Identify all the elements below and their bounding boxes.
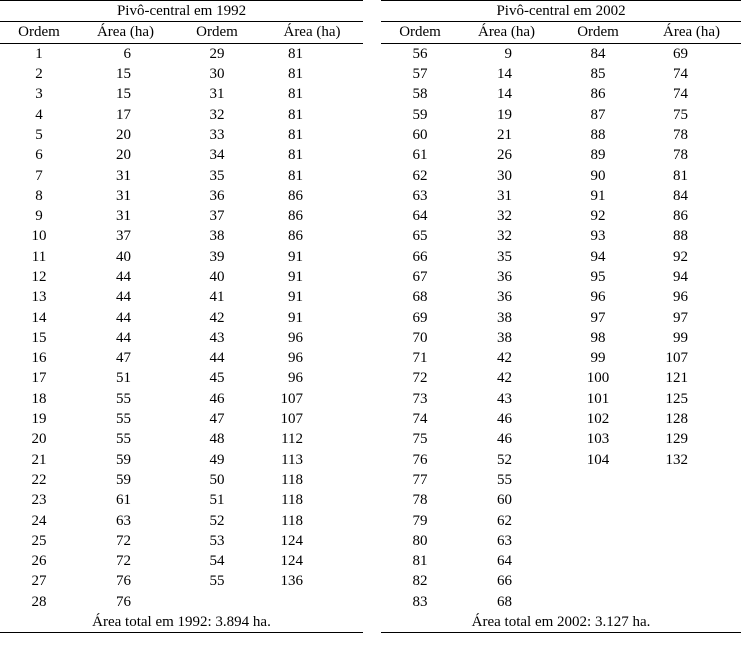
cell-ordem: 42 [209, 309, 225, 326]
cell-ordem: 101 [586, 390, 610, 407]
table-row [0, 125, 741, 145]
group-gap [363, 64, 381, 84]
group-gap [363, 145, 381, 165]
cell-ordem: 40 [209, 269, 225, 285]
table-row [0, 450, 741, 470]
cell-area: 64 [497, 553, 513, 570]
table-row [0, 531, 741, 551]
cell-area: 94 [673, 269, 689, 285]
cell-ordem: 38 [209, 228, 225, 245]
cell-ordem: 25 [31, 532, 47, 549]
cell-ordem [173, 592, 261, 612]
group-title-1992: Pivô-central em 1992 [0, 1, 363, 22]
cell-ordem: 102 [586, 411, 610, 428]
cell-ordem: 47 [209, 411, 225, 428]
cell-ordem: 71 [412, 350, 428, 367]
cell-area: 76 [116, 573, 131, 590]
cell-area: 9 [504, 45, 513, 62]
cell-ordem: 36 [209, 187, 225, 204]
cell-ordem [554, 592, 642, 612]
table-row [0, 409, 741, 429]
cell-area: 112 [281, 431, 304, 448]
cell-ordem: 76 [412, 451, 428, 468]
cell-ordem: 34 [209, 147, 225, 164]
cell-area: 32 [497, 228, 513, 245]
table-row [0, 84, 741, 104]
cell-area: 91 [288, 289, 304, 306]
cell-area: 86 [673, 208, 689, 225]
cell-ordem: 29 [209, 45, 225, 62]
cell-ordem: 27 [31, 573, 47, 590]
cell-area: 62 [497, 512, 513, 529]
cell-ordem: 62 [412, 167, 428, 184]
cell-area: 69 [673, 45, 689, 62]
cell-area: 36 [497, 269, 513, 285]
cell-area: 97 [673, 309, 689, 326]
cell-ordem: 55 [209, 573, 225, 590]
cell-ordem: 12 [31, 269, 47, 285]
cell-area: 36 [497, 289, 513, 306]
cell-area: 51 [116, 370, 131, 387]
cell-area: 44 [116, 309, 131, 326]
group-gap [363, 287, 381, 307]
cell-ordem: 81 [412, 553, 428, 570]
cell-ordem: 82 [412, 573, 428, 590]
cell-ordem: 5 [35, 126, 43, 143]
cell-ordem: 48 [209, 431, 225, 448]
cell-ordem: 83 [412, 593, 428, 610]
cell-area: 26 [497, 147, 513, 164]
group-gap [363, 409, 381, 429]
group-gap [363, 226, 381, 246]
cell-area: 46 [497, 411, 513, 428]
cell-area [261, 592, 363, 612]
cell-ordem: 8 [35, 187, 43, 204]
cell-ordem: 44 [209, 350, 225, 367]
cell-ordem: 35 [209, 167, 225, 184]
cell-area: 44 [116, 269, 131, 285]
group-gap [363, 125, 381, 145]
cell-ordem: 18 [31, 390, 47, 407]
cell-area: 107 [280, 390, 304, 407]
cell-ordem: 3 [35, 86, 43, 103]
cell-ordem: 21 [31, 451, 47, 468]
cell-area: 81 [288, 126, 304, 143]
cell-area: 96 [673, 289, 689, 306]
col-header-area: Área (ha) [642, 22, 741, 43]
cell-area: 78 [673, 147, 689, 164]
cell-ordem: 90 [590, 167, 606, 184]
cell-ordem: 26 [31, 553, 47, 570]
cell-area: 107 [280, 411, 304, 428]
table-row [0, 64, 741, 84]
cell-area: 118 [281, 512, 304, 529]
cell-area: 72 [116, 532, 131, 549]
cell-area: 15 [116, 86, 131, 103]
cell-ordem: 2 [35, 66, 43, 83]
cell-area: 75 [673, 106, 689, 123]
cell-area: 55 [116, 390, 131, 407]
cell-area: 14 [497, 66, 513, 83]
col-header-area: Área (ha) [78, 22, 173, 43]
cell-ordem: 16 [31, 350, 47, 367]
cell-area: 44 [116, 329, 131, 346]
cell-area: 19 [497, 106, 513, 123]
cell-ordem: 74 [412, 411, 428, 428]
cell-area: 81 [288, 86, 304, 103]
cell-area: 44 [116, 289, 131, 306]
cell-ordem: 41 [209, 289, 225, 306]
cell-ordem: 15 [31, 329, 47, 346]
cell-ordem: 9 [35, 208, 43, 225]
cell-area: 81 [288, 147, 304, 164]
cell-area: 92 [673, 248, 689, 265]
table-row [0, 104, 741, 124]
col-header-ordem: Ordem [173, 22, 261, 43]
cell-ordem: 54 [209, 553, 225, 570]
cell-area: 91 [288, 248, 304, 265]
cell-area: 84 [673, 187, 689, 204]
cell-area: 31 [116, 208, 131, 225]
group-gap [363, 104, 381, 124]
cell-ordem: 31 [209, 86, 225, 103]
table-row [0, 43, 741, 64]
cell-ordem: 10 [31, 228, 47, 245]
table-row [0, 247, 741, 267]
cell-area: 40 [116, 248, 131, 265]
cell-ordem: 104 [586, 451, 610, 468]
cell-ordem: 59 [412, 106, 428, 123]
cell-area: 30 [497, 167, 513, 184]
group-gap [363, 84, 381, 104]
group-gap [363, 470, 381, 490]
cell-area [642, 510, 741, 530]
cell-ordem: 19 [31, 411, 47, 428]
cell-ordem: 33 [209, 126, 225, 143]
cell-area: 14 [497, 86, 513, 103]
cell-area: 124 [280, 532, 304, 549]
cell-area: 6 [123, 45, 131, 62]
cell-area: 121 [665, 370, 689, 387]
cell-ordem: 97 [590, 309, 606, 326]
cell-area: 63 [497, 532, 513, 549]
group-gap [363, 267, 381, 287]
cell-area: 15 [116, 66, 131, 83]
group-header-row [0, 1, 741, 22]
cell-ordem: 88 [590, 126, 606, 143]
cell-ordem: 77 [412, 471, 428, 488]
cell-area: 55 [497, 471, 513, 488]
col-header-ordem: Ordem [0, 22, 78, 43]
cell-ordem: 56 [412, 45, 428, 62]
cell-ordem: 6 [35, 147, 43, 164]
cell-area: 35 [497, 248, 513, 265]
cell-area: 38 [497, 329, 513, 346]
cell-area: 76 [116, 593, 131, 610]
table-row [0, 368, 741, 388]
cell-area: 74 [673, 66, 689, 83]
cell-area: 31 [497, 187, 513, 204]
cell-area: 74 [673, 86, 689, 103]
group-gap [363, 165, 381, 185]
cell-area: 42 [497, 370, 513, 387]
cell-ordem: 39 [209, 248, 225, 265]
cell-ordem: 60 [412, 126, 428, 143]
group-gap [363, 22, 381, 43]
table-row [0, 287, 741, 307]
cell-area: 52 [497, 451, 513, 468]
cell-ordem: 4 [35, 106, 43, 123]
cell-ordem: 11 [31, 248, 47, 265]
cell-ordem: 80 [412, 532, 428, 549]
cell-area: 66 [497, 573, 513, 590]
column-header-row [0, 22, 741, 43]
group-gap [363, 510, 381, 530]
group-gap [363, 551, 381, 571]
group-gap [363, 328, 381, 348]
cell-ordem [554, 510, 642, 530]
table-row [0, 186, 741, 206]
cell-ordem [554, 551, 642, 571]
cell-area: 68 [497, 593, 513, 610]
cell-ordem: 43 [209, 329, 225, 346]
cell-ordem: 95 [590, 269, 606, 285]
total-1992: Área total em 1992: 3.894 ha. [0, 612, 363, 633]
cell-area: 63 [116, 512, 131, 529]
cell-ordem: 14 [31, 309, 47, 326]
cell-ordem: 13 [31, 289, 47, 306]
cell-ordem: 92 [590, 208, 606, 225]
cell-area: 129 [665, 431, 689, 448]
cell-area: 86 [288, 187, 304, 204]
cell-ordem: 93 [590, 228, 606, 245]
cell-ordem: 85 [590, 66, 606, 83]
cell-area [642, 592, 741, 612]
cell-area: 20 [116, 126, 131, 143]
cell-ordem: 51 [209, 492, 225, 509]
cell-area: 59 [116, 451, 131, 468]
cell-ordem: 53 [209, 532, 225, 549]
cell-ordem: 87 [590, 106, 606, 123]
cell-ordem: 68 [412, 289, 428, 306]
group-gap [363, 429, 381, 449]
table-row [0, 206, 741, 226]
cell-ordem: 91 [590, 187, 606, 204]
totals-row [0, 612, 741, 633]
cell-ordem: 7 [35, 167, 43, 184]
cell-ordem: 72 [412, 370, 428, 387]
table-row [0, 267, 741, 287]
cell-ordem: 99 [590, 350, 606, 367]
cell-area: 17 [116, 106, 131, 123]
cell-ordem: 79 [412, 512, 428, 529]
group-gap [363, 186, 381, 206]
cell-area: 118 [281, 471, 304, 488]
cell-area: 132 [665, 451, 689, 468]
cell-area: 47 [116, 350, 131, 367]
cell-ordem: 61 [412, 147, 428, 164]
cell-area [642, 551, 741, 571]
cell-area: 99 [673, 329, 689, 346]
table-row [0, 165, 741, 185]
cell-ordem [554, 531, 642, 551]
cell-area: 43 [497, 390, 513, 407]
cell-area: 55 [116, 411, 131, 428]
cell-area: 61 [116, 492, 131, 509]
table-row [0, 490, 741, 510]
cell-ordem: 37 [209, 208, 225, 225]
group-gap [363, 1, 381, 22]
table-row [0, 510, 741, 530]
cell-ordem: 86 [590, 86, 606, 103]
cell-ordem: 50 [209, 471, 225, 488]
cell-ordem: 64 [412, 208, 428, 225]
cell-ordem: 52 [209, 512, 225, 529]
cell-ordem: 67 [412, 269, 428, 285]
cell-area: 113 [281, 451, 304, 468]
cell-ordem: 94 [590, 248, 606, 265]
cell-ordem: 84 [590, 45, 606, 62]
col-header-ordem: Ordem [381, 22, 459, 43]
cell-ordem: 73 [412, 390, 428, 407]
cell-ordem: 98 [590, 329, 606, 346]
table-row [0, 226, 741, 246]
cell-area: 96 [288, 370, 304, 387]
group-gap [363, 43, 381, 64]
cell-area: 81 [288, 106, 304, 123]
table-row [0, 307, 741, 327]
cell-ordem: 23 [31, 492, 47, 509]
cell-ordem: 100 [586, 370, 610, 387]
group-gap [363, 389, 381, 409]
cell-area: 86 [288, 208, 304, 225]
cell-area [642, 571, 741, 591]
cell-ordem [554, 490, 642, 510]
cell-area: 46 [497, 431, 513, 448]
table-row [0, 429, 741, 449]
table-row [0, 571, 741, 591]
cell-area: 136 [280, 573, 304, 590]
cell-area: 125 [665, 390, 689, 407]
group-gap [363, 490, 381, 510]
cell-ordem: 69 [412, 309, 428, 326]
cell-ordem: 30 [209, 66, 225, 83]
cell-area [642, 470, 741, 490]
cell-area: 20 [116, 147, 131, 164]
group-gap [363, 450, 381, 470]
cell-ordem: 32 [209, 106, 225, 123]
cell-area: 55 [116, 431, 131, 448]
table-row [0, 592, 741, 612]
cell-area: 42 [497, 350, 513, 367]
cell-area: 91 [288, 269, 304, 285]
cell-area: 81 [673, 167, 689, 184]
cell-area: 81 [288, 66, 304, 83]
cell-area [642, 531, 741, 551]
cell-area: 38 [497, 309, 513, 326]
group-gap [363, 348, 381, 368]
cell-ordem: 63 [412, 187, 428, 204]
cell-area: 86 [288, 228, 304, 245]
cell-ordem: 49 [209, 451, 225, 468]
group-gap [363, 368, 381, 388]
cell-area [642, 490, 741, 510]
cell-ordem: 89 [590, 147, 606, 164]
col-header-area: Área (ha) [459, 22, 554, 43]
cell-ordem: 57 [412, 66, 428, 83]
cell-area: 60 [497, 492, 513, 509]
cell-area: 31 [116, 187, 131, 204]
cell-ordem: 28 [31, 593, 47, 610]
cell-area: 32 [497, 208, 513, 225]
cell-ordem: 20 [31, 431, 47, 448]
cell-area: 124 [280, 553, 304, 570]
col-header-area: Área (ha) [261, 22, 363, 43]
group-gap [363, 206, 381, 226]
cell-area: 128 [665, 411, 689, 428]
group-title-2002: Pivô-central em 2002 [381, 1, 741, 22]
cell-area: 96 [288, 329, 304, 346]
total-2002: Área total em 2002: 3.127 ha. [381, 612, 741, 633]
table-row [0, 389, 741, 409]
cell-area: 81 [288, 167, 304, 184]
cell-ordem: 45 [209, 370, 225, 387]
cell-ordem: 70 [412, 329, 428, 346]
cell-ordem [554, 470, 642, 490]
table-row [0, 328, 741, 348]
cell-area: 96 [288, 350, 304, 367]
cell-area: 88 [673, 228, 689, 245]
cell-ordem: 103 [586, 431, 610, 448]
cell-area: 31 [116, 167, 131, 184]
group-gap [363, 531, 381, 551]
cell-area: 91 [288, 309, 304, 326]
cell-ordem: 46 [209, 390, 225, 407]
col-header-ordem: Ordem [554, 22, 642, 43]
cell-area: 72 [116, 553, 131, 570]
cell-ordem: 1 [35, 45, 43, 62]
cell-ordem: 66 [412, 248, 428, 265]
table-row [0, 551, 741, 571]
table-row [0, 470, 741, 490]
table-row [0, 348, 741, 368]
group-gap [363, 571, 381, 591]
cell-area: 81 [288, 45, 304, 62]
group-gap [363, 592, 381, 612]
cell-ordem: 78 [412, 492, 428, 509]
cell-area: 21 [497, 126, 513, 143]
table-body [0, 43, 741, 612]
cell-area: 107 [665, 350, 689, 367]
cell-ordem: 65 [412, 228, 428, 245]
cell-area: 78 [673, 126, 689, 143]
cell-area: 37 [116, 228, 131, 245]
cell-ordem: 75 [412, 431, 428, 448]
cell-ordem: 96 [590, 289, 606, 306]
cell-ordem: 58 [412, 86, 428, 103]
cell-ordem: 17 [31, 370, 47, 387]
cell-area: 59 [116, 471, 131, 488]
group-gap [363, 247, 381, 267]
group-gap [363, 612, 381, 633]
cell-area: 118 [281, 492, 304, 509]
cell-ordem [554, 571, 642, 591]
cell-ordem: 22 [31, 471, 47, 488]
cell-ordem: 24 [31, 512, 47, 529]
group-gap [363, 307, 381, 327]
table-row [0, 145, 741, 165]
